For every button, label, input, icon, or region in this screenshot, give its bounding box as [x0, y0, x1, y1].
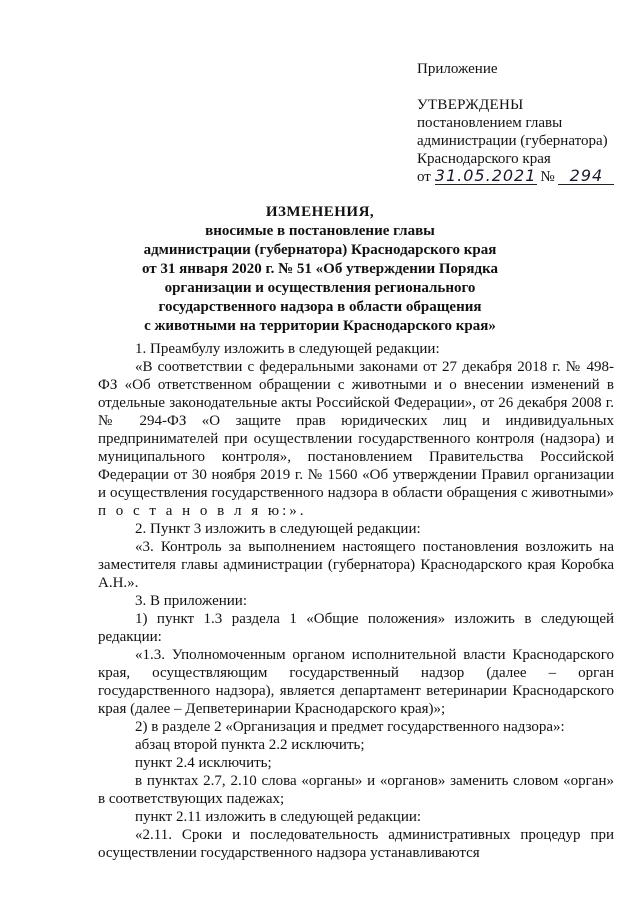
paragraph: 2) в разделе 2 «Организация и предмет государственного надзора»: [135, 719, 565, 735]
heading-line: вносимые в постановление главы [205, 223, 435, 239]
paragraph: пункт 2.11 изложить в следующей редакции: [135, 809, 422, 825]
paragraph: в пунктах 2.7, 2.10 слова «органы» и «органов» заменить словом «орган» в соответствующих падежах; [98, 773, 614, 807]
appendix-label: Приложение [417, 61, 498, 77]
approval-block [417, 60, 637, 186]
heading-line: от 31 января 2020 г. № 51 «Об утверждении Порядка [142, 261, 498, 277]
handwritten-number: 294 [558, 168, 614, 185]
approved-label: УТВЕРЖДЕНЫ [417, 97, 524, 113]
paragraph: абзац второй пункта 2.2 исключить; [135, 737, 365, 753]
heading-line: государственного надзора в области обращения [158, 299, 482, 315]
paragraph: пункт 2.4 исключить; [135, 755, 272, 771]
paragraph-preamble [98, 358, 614, 520]
preamble-ending: п о с т а н о в л я ю:». [98, 503, 307, 519]
heading-title: ИЗМЕНЕНИЯ, [265, 204, 375, 220]
document-body [98, 340, 614, 862]
heading-line: администрации (губернатора) Краснодарского края [143, 242, 497, 258]
number-label: № [540, 169, 555, 185]
preamble-text: «В соответствии с федеральными законами от 27 декабря 2018 г. № 498-ФЗ «Об ответственном обращении с животными и о внесении изменений в отдельные законодательные акты Российской Федерации», от 26 декабря 2008 г. № 294-ФЗ «О защите прав юридических лиц и индивидуальных предпринимателей при осуществлении государственного контроля (надзора) и муниципального контроля», постановлением Правительства Российской Федерации от 30 ноября 2019 г. № 1560 «Об утверждении Правил организации и осуществления государственного надзора в области обращения с животными» [98, 359, 614, 501]
paragraph: 1) пункт 1.3 раздела 1 «Общие положения» изложить в следующей редакции: [98, 611, 614, 645]
paragraph: «3. Контроль за выполнением настоящего постановления возложить на заместителя главы администрации (губернатора) Краснодарского края Коробка А.Н.». [98, 539, 614, 591]
paragraph: 1. Преамбулу изложить в следующей редакции: [135, 341, 440, 357]
heading-line: с животными на территории Краснодарского края» [144, 318, 496, 334]
approval-line: администрации (губернатора) [417, 133, 608, 149]
approval-line: постановлением главы [417, 115, 563, 131]
paragraph: «1.3. Уполномоченным органом исполнительной власти Краснодарского края, осуществляющим государственный надзор (далее – орган государственного надзора), является департамент ветеринарии Краснодарского края (далее – Депветеринарии Краснодарского края)»; [98, 647, 614, 717]
handwritten-date: 31.05.2021 [434, 166, 537, 185]
approval-line: Краснодарского края [417, 151, 551, 167]
paragraph: 3. В приложении: [135, 593, 247, 609]
paragraph: 2. Пункт 3 изложить в следующей редакции: [135, 521, 421, 537]
date-number-line [417, 168, 637, 186]
paragraph: «2.11. Сроки и последовательность административных процедур при осуществлении государственного надзора устанавливаются [98, 827, 614, 861]
heading-line: организации и осуществления регионального [164, 280, 476, 296]
document-heading [60, 203, 580, 336]
date-prefix: от [417, 169, 431, 185]
